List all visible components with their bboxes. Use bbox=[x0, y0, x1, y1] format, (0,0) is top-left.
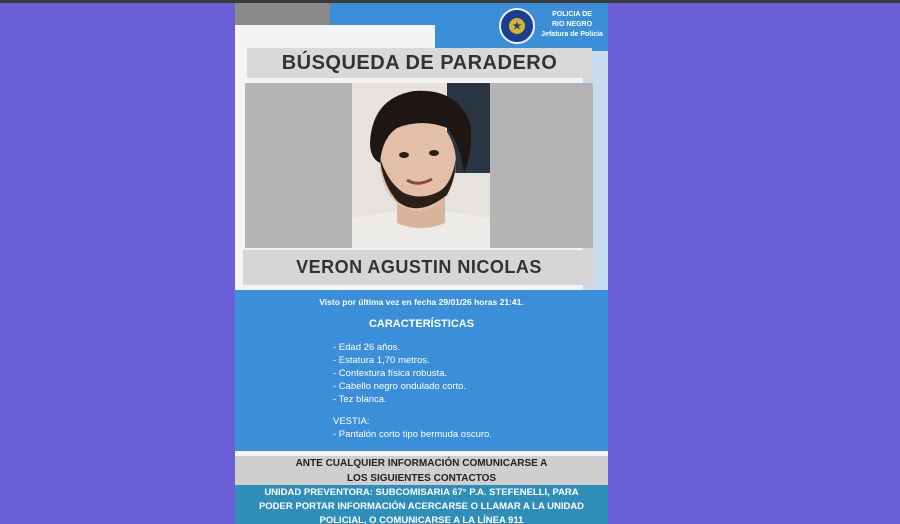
contact-line-1: ANTE CUALQUIER INFORMACIÓN COMUNICARSE A bbox=[295, 458, 548, 469]
person-name: VERON AGUSTIN NICOLAS bbox=[243, 250, 595, 285]
contact-line-2: LOS SIGUIENTES CONTACTOS bbox=[346, 473, 497, 484]
unit-line-2: PODER PORTAR INFORMACIÓN ACERCARSE O LLAMAR A LA UNIDAD bbox=[258, 501, 585, 512]
last-seen-text: Visto por última vez en fecha 29/01/26 horas 21:41. bbox=[319, 297, 524, 307]
org-line-1: POLICIA DE bbox=[552, 11, 592, 18]
organization-name bbox=[538, 10, 606, 40]
characteristics-heading: CARACTERÍSTICAS bbox=[368, 318, 475, 330]
details-panel bbox=[235, 290, 608, 451]
poster-title: BÚSQUEDA DE PARADERO bbox=[247, 48, 592, 78]
list-item: - Pantalón corto tipo bermuda oscuro. bbox=[333, 429, 492, 440]
police-badge-icon: ★ bbox=[499, 8, 535, 44]
list-item: - Tez blanca. bbox=[333, 394, 387, 405]
org-line-2: RIO NEGRO bbox=[551, 21, 593, 28]
unit-line-1: UNIDAD PREVENTORA: SUBCOMISARIA 67° P.A. STEFENELLI, PARA bbox=[264, 487, 579, 498]
contact-notice bbox=[235, 456, 608, 485]
unit-contact-info bbox=[235, 485, 608, 524]
list-item: - Cabello negro ondulado corto. bbox=[333, 381, 467, 392]
list-item: - Estatura 1,70 metros. bbox=[333, 355, 430, 366]
header-gray-block bbox=[235, 3, 330, 25]
unit-line-3: POLICIAL, O COMUNICARSE A LA LÍNEA 911 bbox=[319, 515, 524, 524]
characteristics-list bbox=[333, 341, 466, 406]
org-line-3: Jefatura de Policía bbox=[541, 31, 603, 38]
clothing-heading: VESTIA: bbox=[333, 416, 370, 427]
person-photo bbox=[352, 83, 490, 248]
missing-person-poster bbox=[235, 3, 608, 524]
list-item: - Edad 26 años. bbox=[333, 342, 401, 353]
list-item: - Contextura física robusta. bbox=[333, 368, 448, 379]
header-blue-block bbox=[330, 3, 435, 25]
